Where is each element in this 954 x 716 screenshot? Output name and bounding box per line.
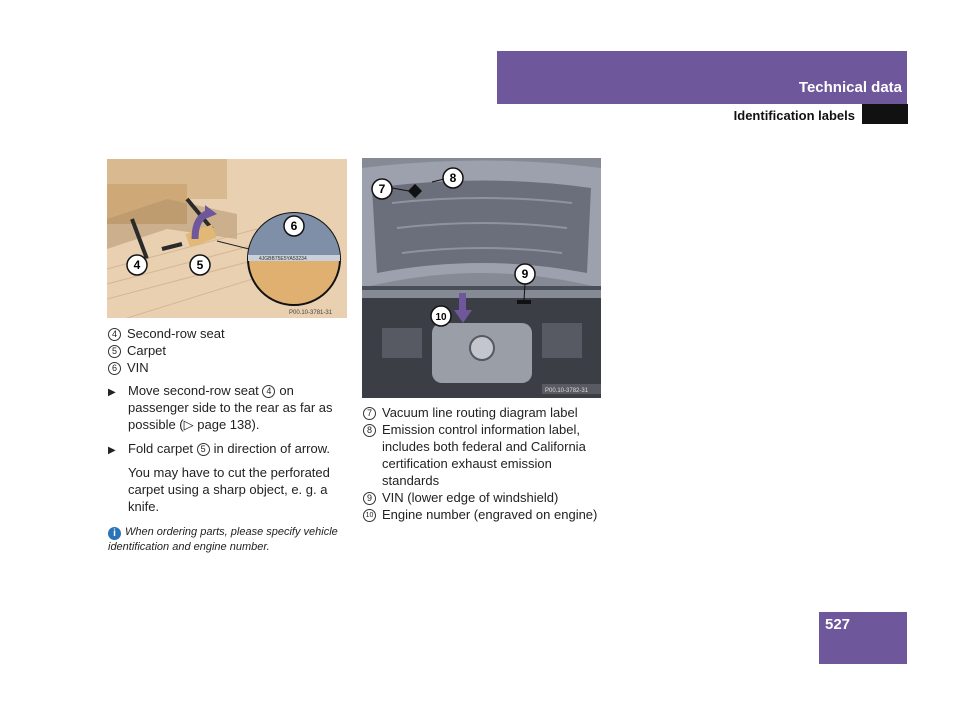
legend-item xyxy=(363,421,603,489)
step-number: 4 xyxy=(262,385,275,398)
header-band xyxy=(497,51,907,104)
subsection-title: Identification labels xyxy=(733,108,855,123)
legend-text: VIN xyxy=(127,360,149,375)
step-bullet-icon: ▶ xyxy=(108,445,116,456)
vin-text: 4JGBB75E5YA53234 xyxy=(259,256,307,262)
callout-8-label: 8 xyxy=(449,171,457,185)
step-fold-carpet xyxy=(108,440,348,457)
info-icon: i xyxy=(108,527,121,540)
legend-text: VIN (lower edge of windshield) xyxy=(382,490,559,505)
step-move-seat xyxy=(108,382,348,433)
legend-number: 7 xyxy=(363,407,376,420)
callout-6-label: 6 xyxy=(290,219,298,233)
legend-item xyxy=(363,506,603,523)
callout-10-label: 10 xyxy=(435,312,447,323)
step-number: 5 xyxy=(197,443,210,456)
legend-number: 10 xyxy=(363,509,376,522)
seat-carpet-vin-photo xyxy=(107,159,347,318)
figure2-legend xyxy=(363,404,603,523)
info-text: When ordering parts, please specify vehicle identification and engine number. xyxy=(108,526,338,553)
legend-item xyxy=(108,359,348,376)
callout-9-label: 9 xyxy=(521,267,529,281)
section-title: Technical data xyxy=(798,79,902,96)
legend-number: 9 xyxy=(363,492,376,505)
step-text: on passenger side to the rear as far as possible ( xyxy=(128,383,333,432)
callout-7-label: 7 xyxy=(378,182,386,196)
legend-number: 6 xyxy=(108,362,121,375)
instruction-steps xyxy=(108,382,348,523)
step-text: Move second-row seat xyxy=(128,383,259,398)
step-note: You may have to cut the perforated carpet using a sharp object, e. g. a knife. xyxy=(128,465,330,514)
legend-text: Second-row seat xyxy=(127,326,225,341)
callout-5-label: 5 xyxy=(196,258,204,272)
legend-item xyxy=(108,325,348,342)
figure-code: P00.10-3782-31 xyxy=(545,388,589,394)
callout-4-label: 4 xyxy=(133,258,141,272)
step-text: in direction of arrow. xyxy=(213,441,331,456)
step-text: Fold carpet xyxy=(128,441,194,456)
page-reference-link[interactable]: page 138). xyxy=(197,417,260,432)
page-ref-arrow-icon: ▷ xyxy=(183,417,194,432)
legend-item xyxy=(108,342,348,359)
figure-code: P00.10-3781-31 xyxy=(289,310,333,316)
legend-item xyxy=(363,404,603,421)
legend-number: 4 xyxy=(108,328,121,341)
page-number: 527 xyxy=(825,616,851,633)
header-tab-marker xyxy=(862,104,908,124)
legend-text: Engine number (engraved on engine) xyxy=(382,507,598,522)
legend-text: Carpet xyxy=(127,343,167,358)
info-note xyxy=(108,525,348,555)
figure1-legend xyxy=(108,325,348,376)
legend-number: 5 xyxy=(108,345,121,358)
step-bullet-icon: ▶ xyxy=(108,387,116,398)
engine-bay-photo xyxy=(362,158,601,398)
legend-item xyxy=(363,489,603,506)
legend-number: 8 xyxy=(363,424,376,437)
legend-text: Emission control information label, includes both federal and California certification exhaust emission standards xyxy=(382,422,586,488)
legend-text: Vacuum line routing diagram label xyxy=(382,405,578,420)
